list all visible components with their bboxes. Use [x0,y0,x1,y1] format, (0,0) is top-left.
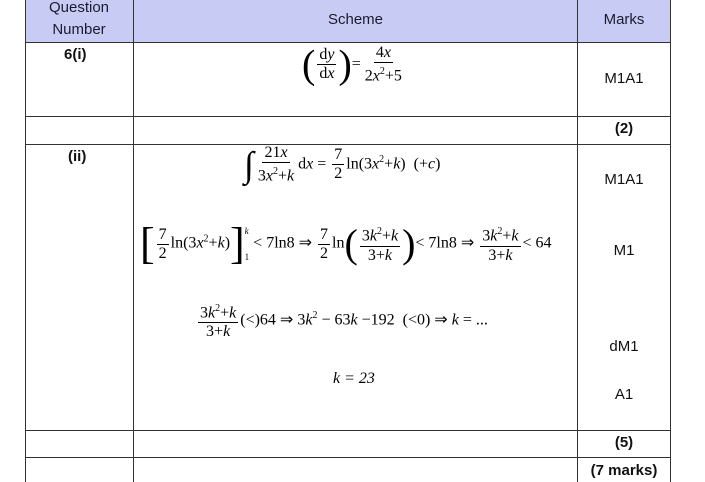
header-scheme: Scheme [327,10,384,28]
mark-6ii-3: dM1 [609,338,639,355]
scheme-6ii-limits: [ $\frac{7}{2}$ $\ln(3x^2+k)$] k 1 < 7ln8 ⇒ $\frac{7}{2}$ ln( $\frac{3k^2+k}{3+k}$ )< 7ln8 ⇒ $\frac{3k^2+k}{3+k}$ < 64 [140,219,552,268]
header-question-number [25,0,133,42]
mark-6ii-2: M1 [613,242,635,259]
scheme-6ii-answer: k = 23 [333,370,375,387]
grid-line [25,430,671,431]
mark-6ii-1: M1A1 [604,171,644,188]
scheme-6i-derivative: ( $\frac{dy}{dx}$ )= $\frac{4x}{2x^2+5}$ [302,41,402,87]
header-marks: Marks [603,10,645,28]
header-question-number-text: Question Number [48,0,110,38]
grid-line [25,457,671,458]
question-number-6ii: (ii) [68,148,87,165]
question-number-6i: 6(i) [64,46,87,63]
subtotal-6i: (2) [614,120,634,137]
grid-line [25,0,26,482]
mark-6ii-4: A1 [614,386,634,403]
scheme-6ii-quadratic: $\frac{3k^2+k}{3+k}$ (<)64 ⇒ $3k^2 - 63k -192$ (<0) ⇒ k = ... [196,300,488,341]
mark-6i: M1A1 [604,70,644,87]
scheme-6ii-integral: ∫ $\frac{21x}{3x^2+k}$ dx = $\frac{7}{2}$ $\ln(3x^2+k)$ (+c) [244,144,441,185]
total-marks: (7 marks) [590,462,658,479]
subtotal-6ii: (5) [614,434,634,451]
grid-line [133,0,134,482]
grid-line [25,116,671,117]
